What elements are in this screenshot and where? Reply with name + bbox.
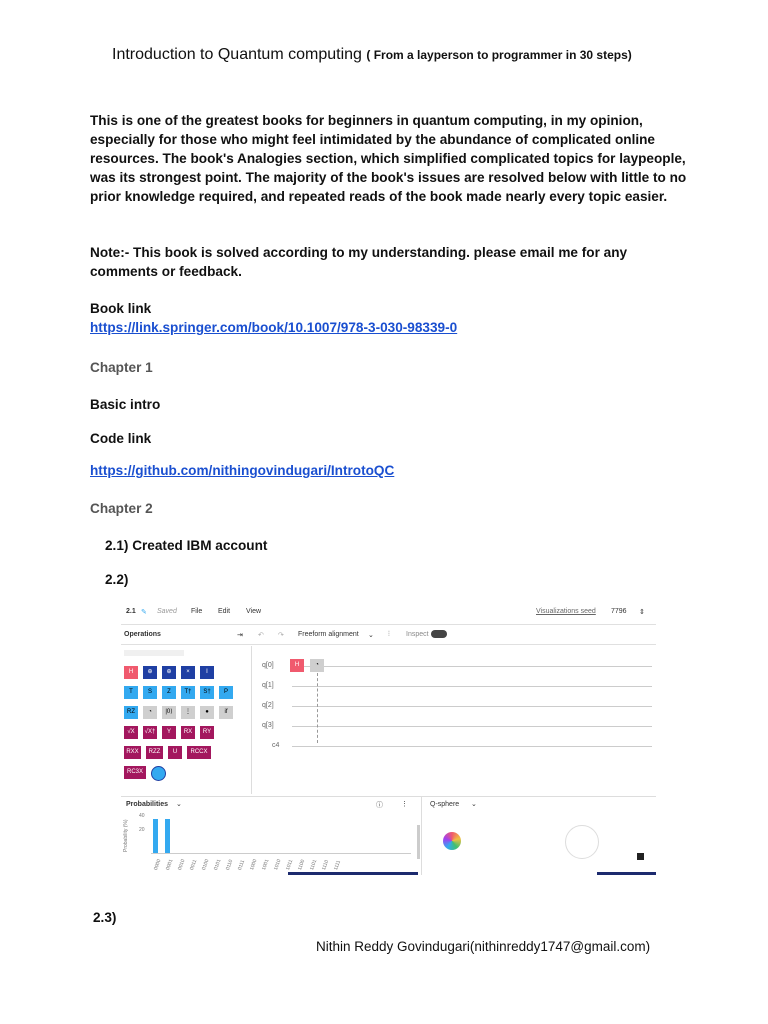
note-paragraph: Note:- This book is solved according to my understanding. please email me for any comments or feedback. [90,245,628,279]
intro-paragraph: This is one of the greatest books for beginners in quantum computing, in my opinion, especially for those who might feel intimidated by the abundance of complicated online resources. The book's Analogies section, which simplified complicated topics for laypeople, was its strongest point. The majority of the book's issues are resolved below with little to no prior knowledge required, and repeated reads of the book made nearly every topic easier. [90,113,687,204]
undo-icon[interactable]: ↶ [258,632,264,639]
add-operation-icon[interactable] [151,766,166,781]
gate-control[interactable]: ● [200,706,214,719]
gate-u[interactable]: U [168,746,182,759]
gate-reset[interactable]: |0⟩ [162,706,176,719]
gate-rc3x[interactable]: RC3X [124,766,146,779]
gate-rxx[interactable]: RXX [124,746,141,759]
file-name: 2.1 [126,608,136,615]
redo-icon[interactable]: ↷ [278,632,284,639]
placed-h-gate[interactable]: H [290,659,304,672]
qubit-label: q[3] [262,722,274,729]
step-2-3: 2.3) [93,910,117,925]
menu-edit[interactable]: Edit [218,608,231,615]
alignment-dropdown[interactable]: Freeform alignment [298,631,359,638]
state-tick-label: 0011 [189,858,199,872]
gate-if[interactable]: if [219,706,233,719]
operations-label: Operations [124,631,161,638]
document-title [112,46,732,64]
gate-h[interactable]: H [124,666,138,679]
basic-intro: Basic intro [90,397,161,412]
inspect-label: Inspect [406,631,429,638]
state-tick-label: 1101 [309,858,319,872]
circuit-canvas[interactable] [252,646,656,794]
align-icon[interactable]: ⫶ [388,631,390,638]
book-link-label: Book link [90,301,152,316]
state-tick-label: 1011 [285,858,295,872]
progress-bar [597,872,656,875]
chevron-down-icon[interactable]: ⌄ [471,801,477,808]
saved-label: Saved [157,608,177,615]
collapse-icon[interactable]: ⇥ [237,632,243,639]
measure-gate-icon[interactable]: ◔ [143,706,157,719]
classical-wire [292,746,652,747]
composer-topbar [121,600,656,625]
classical-label: c4 [272,742,280,749]
state-tick-label: 0111 [237,859,247,872]
qsphere-pane [425,797,656,875]
chapter-2-heading: Chapter 2 [90,501,153,516]
gate-rccx[interactable]: RCCX [187,746,211,759]
prob-tick: 40 [139,813,145,819]
state-tick-label: 1000 [249,858,259,872]
prob-axis-label: Probability (%) [123,819,129,852]
state-tick-label: 0001 [165,858,175,872]
state-tick-label: 1111 [333,859,343,872]
gate-toffoli[interactable]: ⊕ [162,666,176,679]
seed-value[interactable]: 7796 [611,608,627,615]
gate-sdg[interactable]: S† [200,686,214,699]
state-tick-label: 1001 [261,858,271,872]
state-tick-label: 0110 [225,858,235,872]
checkbox[interactable] [637,853,644,860]
gate-rz[interactable]: RZ [124,706,138,719]
probability-bar [165,819,170,853]
visualization-panel [121,796,656,875]
gate-ry[interactable]: RY [200,726,214,739]
probabilities-label: Probabilities [126,801,169,808]
qubit-wire [292,686,652,687]
measure-line [317,673,319,743]
scrollbar[interactable] [417,825,420,859]
operations-bar [121,626,656,645]
gate-search-input[interactable] [124,650,184,656]
prob-tick: 20 [139,827,145,833]
seed-stepper-icon[interactable]: ⇕ [639,609,645,616]
gate-barrier[interactable]: ⋮ [181,706,195,719]
qubit-label: q[1] [262,682,274,689]
placed-measure-icon[interactable]: ◔ [310,659,324,672]
gate-tdg[interactable]: T† [181,686,195,699]
gate-z[interactable]: Z [162,686,176,699]
qubit-wire [292,726,652,727]
gate-i[interactable]: I [200,666,214,679]
gate-sxdg[interactable]: √X† [143,726,157,739]
phase-wheel-icon [443,832,461,850]
gate-swap[interactable]: × [181,666,195,679]
state-tick-label: 0100 [201,858,211,872]
state-tick-label: 0010 [177,858,187,872]
gate-rzz[interactable]: RZZ [146,746,163,759]
step-2-2: 2.2) [105,572,129,587]
info-icon[interactable]: ⓘ [376,802,383,809]
gate-rx[interactable]: RX [181,726,195,739]
chevron-down-icon[interactable]: ⌄ [176,801,182,808]
gate-sx[interactable]: √X [124,726,138,739]
step-2-1: 2.1) Created IBM account [105,538,268,553]
gate-y[interactable]: Y [162,726,176,739]
title-subtitle: ( From a layperson to programmer in 30 steps) [366,48,632,62]
gate-cnot[interactable]: ⊕ [143,666,157,679]
chevron-down-icon[interactable]: ⌄ [368,632,374,639]
gate-t[interactable]: T [124,686,138,699]
book-link[interactable]: https://link.springer.com/book/10.1007/978-3-030-98339-0 [90,320,458,335]
qsphere-globe [565,825,599,859]
code-link[interactable]: https://github.com/nithingovindugari/IntrotoQC [90,463,395,478]
probability-bar [153,819,158,853]
pencil-icon[interactable]: ✎ [141,609,147,616]
probabilities-pane [121,797,422,875]
visualizations-seed-link[interactable]: Visualizations seed [536,608,596,615]
composer-screenshot [121,600,656,875]
progress-bar [288,872,418,875]
qubit-wire [292,666,652,667]
state-tick-label: 1010 [273,858,283,872]
overflow-menu-icon[interactable]: ⋮ [401,801,408,808]
inspect-toggle[interactable] [431,630,447,638]
state-tick-label: 0101 [213,858,223,872]
author-footer: Nithin Reddy Govindugari(nithinreddy1747@gmail.com) [316,939,651,954]
gate-p[interactable]: P [219,686,233,699]
chapter-1-heading: Chapter 1 [90,360,153,375]
state-tick-label: 1100 [297,858,307,872]
probability-chart [151,817,411,854]
gate-s[interactable]: S [143,686,157,699]
qubit-label: q[2] [262,702,274,709]
state-tick-label: 0000 [153,858,163,872]
title-main: Introduction to Quantum computing [112,46,362,63]
gate-palette [121,646,252,794]
state-tick-label: 1110 [321,859,331,872]
menu-file[interactable]: File [191,608,203,615]
qsphere-label: Q-sphere [430,801,460,808]
menu-view[interactable]: View [246,608,262,615]
qubit-label: q[0] [262,662,274,669]
code-link-label: Code link [90,431,152,446]
qubit-wire [292,706,652,707]
